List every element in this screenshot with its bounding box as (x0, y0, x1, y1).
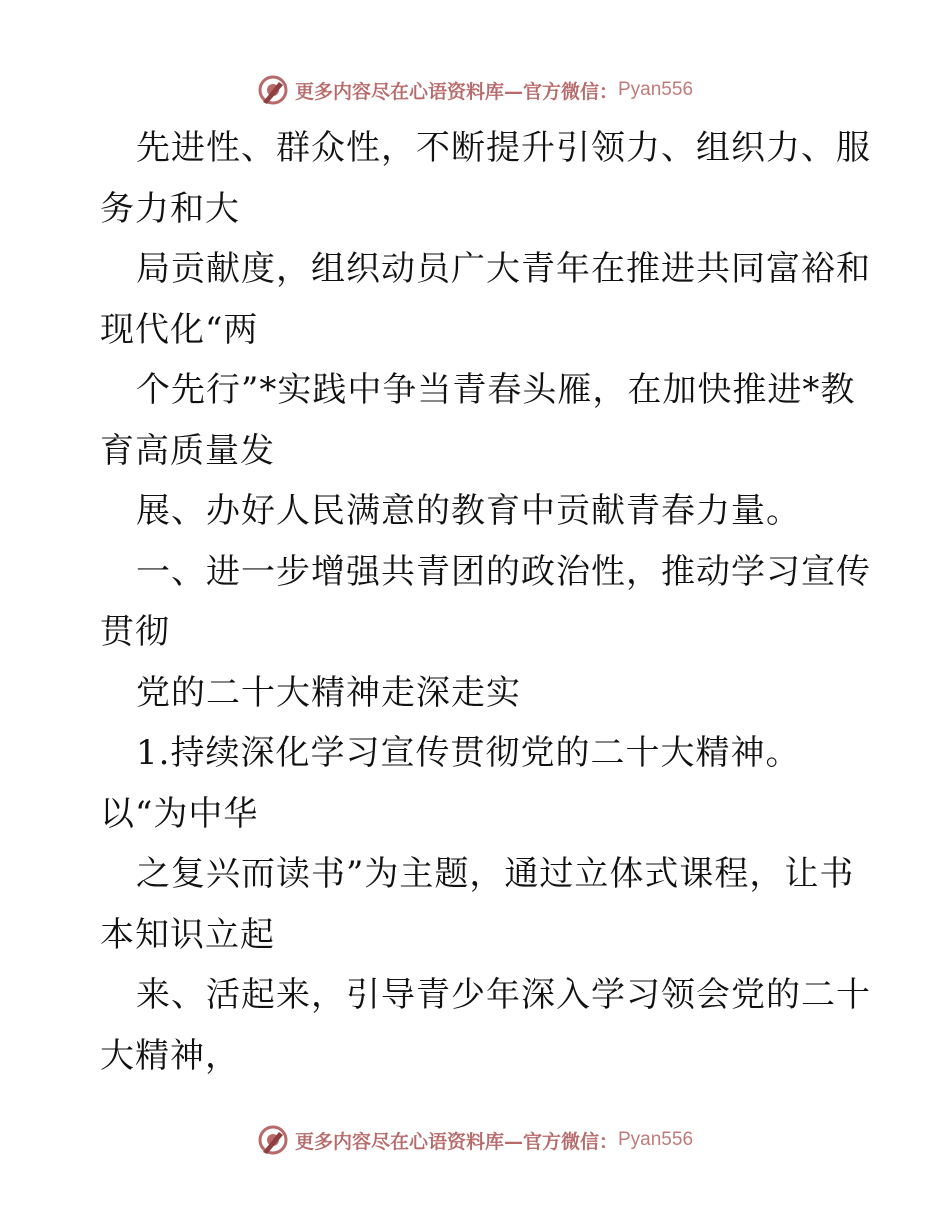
subsection-heading-line: 1.持续深化学习宣传贯彻党的二十大精神。 (136, 733, 801, 773)
footer-banner-wechat-id: Pyan556 (618, 1129, 694, 1150)
pen-logo-icon (257, 1124, 289, 1156)
body-line: 来、活起来，引导青少年深入学习领会党的二十 (136, 975, 871, 1015)
body-line: 务力和大 (100, 188, 240, 229)
document-body (100, 118, 871, 1086)
header-watermark-banner (0, 70, 950, 110)
body-line: 育高质量发 (100, 430, 275, 471)
body-line: 展、办好人民满意的教育中贡献青春力量。 (136, 491, 801, 531)
body-line: 以“为中华 (100, 793, 259, 834)
body-line: 局贡献度，组织动员广大青年在推进共同富裕和 (136, 249, 871, 289)
pen-logo-icon (257, 74, 289, 106)
section-heading-line: 一、进一步增强共青团的政治性，推动学习宣传 (136, 551, 871, 592)
body-line: 个先行”*实践中争当青春头雁，在加快推进*教 (136, 370, 856, 410)
footer-banner-text: 更多内容尽在心语资料库—官方微信： (294, 1130, 618, 1153)
header-banner-text: 更多内容尽在心语资料库—官方微信： (294, 80, 618, 103)
body-line: 本知识立起 (100, 914, 275, 955)
section-heading-line: 党的二十大精神走深走实 (136, 672, 521, 713)
section-heading-line: 贯彻 (100, 612, 170, 652)
footer-watermark-banner (0, 1120, 950, 1160)
body-line: 现代化“两 (100, 309, 259, 350)
header-banner-wechat-id: Pyan556 (618, 79, 694, 100)
body-line: 大精神， (100, 1035, 240, 1076)
body-line: 之复兴而读书”为主题，通过立体式课程，让书 (136, 854, 855, 894)
body-line: 先进性、群众性，不断提升引领力、组织力、服 (136, 128, 871, 168)
